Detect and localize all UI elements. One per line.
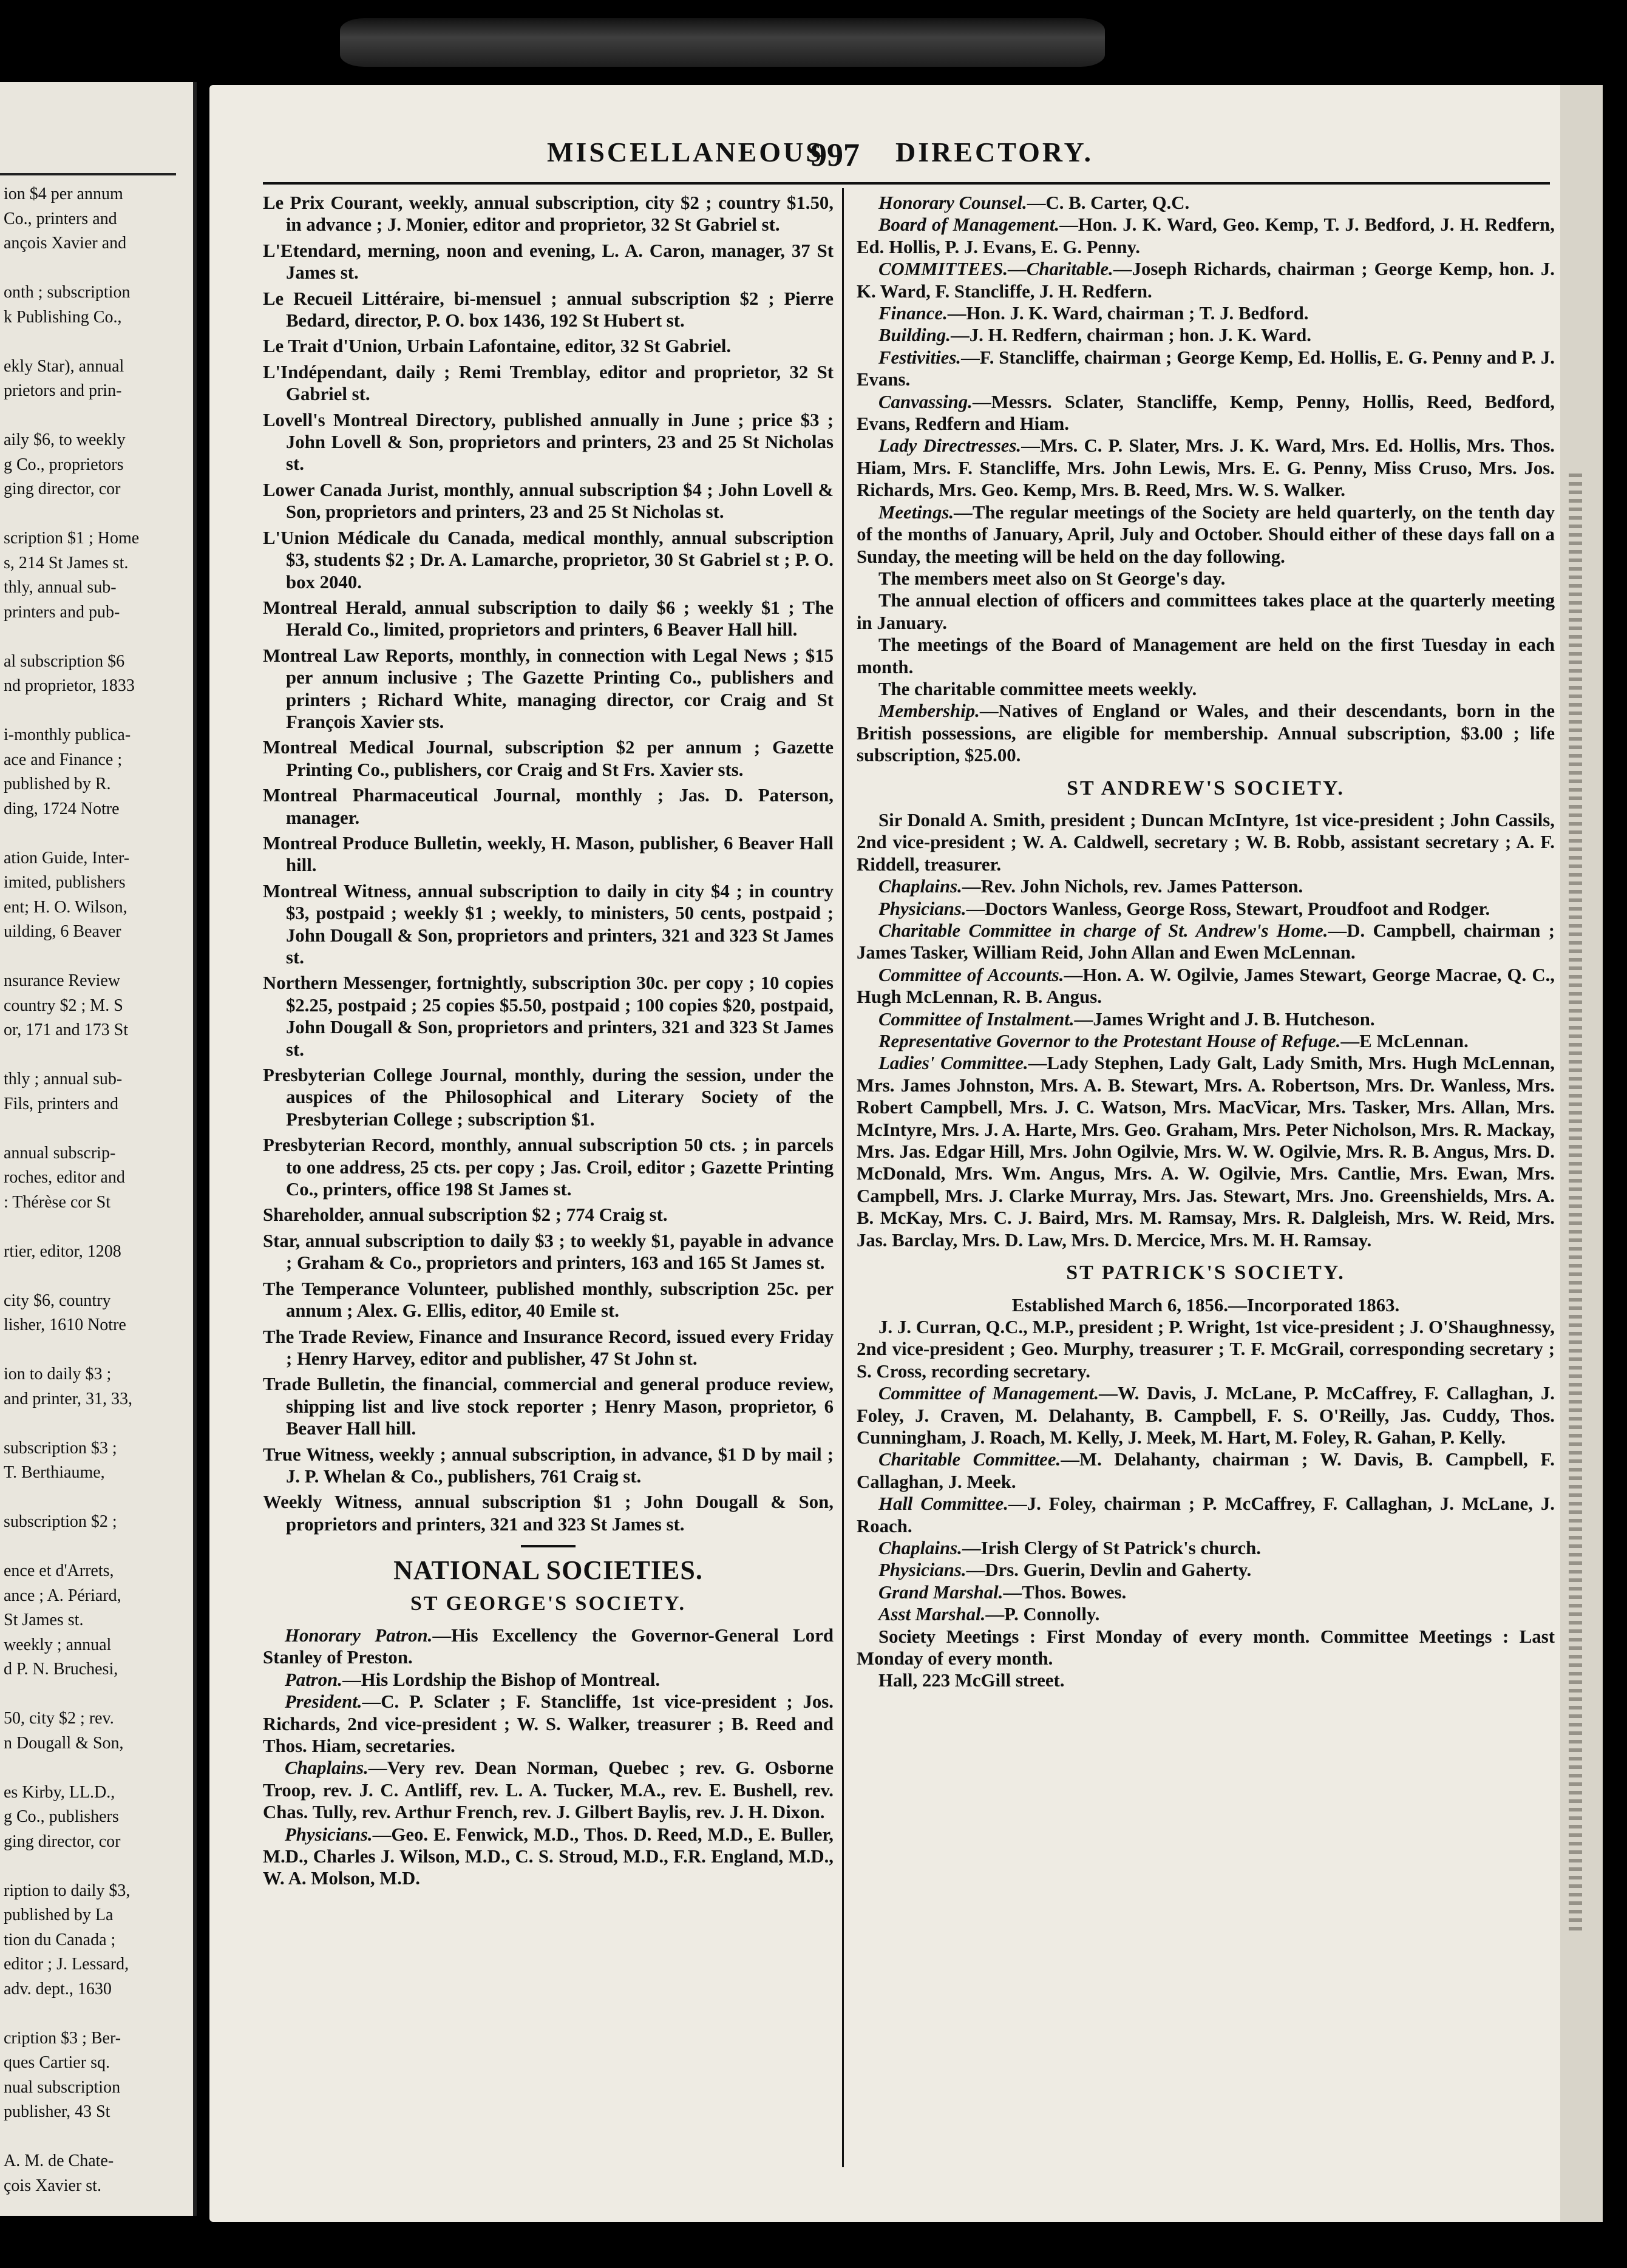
fragment-line: ence et d'Arrets, <box>4 1561 114 1580</box>
directory-entry: Montreal Medical Journal, subscription $2 per annum ; Gazette Printing Co., publishers, cor Craig and St Frs. Xavier sts. <box>263 737 834 780</box>
fragment-line: 50, city $2 ; rev. <box>4 1709 114 1728</box>
fragment-line: ance ; A. Périard, <box>4 1586 121 1605</box>
society-paragraph <box>857 964 1555 1008</box>
directory-entry: L'Indépendant, daily ; Remi Tremblay, editor and proprietor, 32 St Gabriel st. <box>263 361 834 405</box>
fragment-line: scription $1 ; Home <box>4 529 140 548</box>
directory-entry: Le Trait d'Union, Urbain Lafontaine, editor, 32 St Gabriel. <box>263 336 732 357</box>
paragraph-heading: Festivities. <box>878 347 961 368</box>
right-column <box>857 192 1555 1692</box>
fragment-line: T. Berthiaume, <box>4 1463 105 1482</box>
directory-entry: The Temperance Volunteer, published monthly, subscription 25c. per annum ; Alex. G. Ellis, editor, 40 Emile st. <box>263 1278 834 1322</box>
paragraph-heading: Charitable Committee. <box>878 1449 1061 1470</box>
fragment-line: annual subscrip- <box>4 1143 116 1163</box>
directory-entry: Presbyterian College Journal, monthly, during the session, under the auspices of the Philosophical and Literary Society of the Presbyterian College ; subscription $1. <box>263 1065 834 1130</box>
paragraph-text: The annual election of officers and committees takes place at the quarterly meeting in January. <box>857 590 1555 633</box>
fragment-line: nual subscription <box>4 2077 121 2097</box>
society-paragraph <box>857 435 1555 501</box>
column-divider <box>842 188 844 2167</box>
paragraph-heading: Honorary Patron. <box>285 1625 433 1646</box>
paragraph-heading: Honorary Counsel. <box>878 192 1027 213</box>
paragraph-text: —Lady Stephen, Lady Galt, Lady Smith, Mrs. Hugh McLennan, Mrs. James Johnston, Mrs. A. B. Stewart, Mrs. A. Robertson, Mrs. Dr. Wanless, Mrs. Robert Campbell, Mrs. J. C. Watson, Mrs. MacVicar, Mrs. Tasker, Mrs. Allan, Mrs. McIntyre, Mrs. J. A. Harte, Mrs. Geo. Graham, Mrs. Peter Nicholson, Mrs. R. Mackay, Mrs. Jas. Edgar Hill, Mrs. John Ogilvie, Mrs. W. W. Ogilvie, Mrs. R. B. Angus, Mrs. D. McDonald, Mrs. Wm. Angus, Mrs. A. W. Ogilvie, Mrs. Cantlie, Mrs. Ewan, Mrs. Campbell, Mrs. J. Clarke Murray, Mrs. Jas. Stewart, Mrs. Jno. Greenshields, Mrs. A. B. McKay, Mrs. C. J. Baird, Mrs. M. Ramsay, Mrs. R. Dalgleish, Mrs. W. Reid, Mrs. Jas. Barclay, Mrs. D. Law, Mrs. D. Mercice, Mrs. M. H. Ramsay. <box>857 1053 1555 1251</box>
society-paragraph <box>857 678 1555 700</box>
fragment-line: uilding, 6 Beaver <box>4 922 121 941</box>
fragment-line: ançois Xavier and <box>4 234 127 253</box>
fragment-line: onth ; subscription <box>4 283 131 302</box>
paragraph-text: —His Excellency the Governor-General Lord Stanley of Preston. <box>263 1625 834 1668</box>
paragraph-heading: Committee of Management. <box>878 1383 1099 1404</box>
fragment-line: thly, annual sub- <box>4 578 117 597</box>
fragment-line: k Publishing Co., <box>4 307 122 327</box>
paragraph-heading: President. <box>285 1691 362 1713</box>
paragraph-heading: Chaplains. <box>878 876 962 897</box>
paragraph-text: —Hon. J. K. Ward, Geo. Kemp, T. J. Bedford, J. H. Redfern, Ed. Hollis, P. J. Evans, E. G. Penny. <box>857 214 1555 257</box>
fragment-line: editor ; J. Lessard, <box>4 1955 129 1974</box>
society-paragraph <box>857 1382 1555 1448</box>
fragment-line: publisher, 43 St <box>4 2102 110 2121</box>
fragment-line: published by R. <box>4 775 111 793</box>
society-paragraph <box>857 1559 1555 1581</box>
paragraph-text: —Thos. Bowes. <box>1003 1581 1127 1603</box>
fragment-line: ques Cartier sq. <box>4 2053 110 2072</box>
fragment-line: ription to daily $3, <box>4 1881 131 1900</box>
society-paragraph <box>857 1030 1555 1052</box>
section-title: NATIONAL SOCIETIES. <box>393 1555 703 1586</box>
society-paragraph <box>263 1824 834 1890</box>
paragraph-text: —Very rev. Dean Norman, Quebec ; rev. G. Osborne Troop, rev. J. C. Antliff, rev. L. A. Tucker, M.A., rev. E. Bushell, rev. Chas. Tully, rev. Arthur French, rev. J. Gilbert Baylis, rev. J. H. Dixon. <box>263 1757 834 1823</box>
fragment-line: ace and Finance ; <box>4 750 123 769</box>
directory-entry: Montreal Law Reports, monthly, in connection with Legal News ; $15 per annum inclusive ; The Gazette Printing Co., publishers and printers ; Richard White, managing director, cor Craig and St François Xavier sts. <box>263 645 834 732</box>
fragment-line: ent; H. O. Wilson, <box>4 897 127 917</box>
page-number: 997 <box>810 137 860 173</box>
paragraph-text: —C. B. Carter, Q.C. <box>1027 192 1190 213</box>
paragraph-heading: Board of Management. <box>878 214 1060 236</box>
paragraph-text: Hall, 223 McGill street. <box>878 1670 1065 1691</box>
fragment-line: subscription $3 ; <box>4 1438 117 1458</box>
society-paragraph <box>857 258 1555 302</box>
directory-entry: Le Recueil Littéraire, bi-mensuel ; annual subscription $2 ; Pierre Bedard, director, P. O. box 1436, 192 St Hubert st. <box>263 288 834 331</box>
society-paragraph <box>857 1669 1555 1691</box>
directory-entry: Lovell's Montreal Directory, published annually in June ; price $3 ; John Lovell & Son, proprietors and printers, 23 and 25 St Nicholas st. <box>263 409 834 475</box>
society-paragraph <box>263 1625 834 1669</box>
adjacent-page-rule <box>0 173 176 175</box>
st-george-continued <box>857 192 1555 767</box>
fragment-line: g Co., proprietors <box>4 455 124 474</box>
publication-entries <box>263 192 834 1535</box>
paragraph-heading: Grand Marshal. <box>878 1581 1004 1603</box>
society-paragraph <box>857 1537 1555 1559</box>
directory-entry: Trade Bulletin, the financial, commercial and general produce review, shipping list and live stock reporter ; Henry Mason, proprietor, 6 Beaver Hall hill. <box>263 1374 834 1439</box>
society-paragraph <box>857 1008 1555 1030</box>
fragment-line: nsurance Review <box>4 971 121 990</box>
paragraph-text: —C. P. Sclater ; F. Stancliffe, 1st vice-president ; Jos. Richards, 2nd vice-president ; W. S. Walker, treasurer ; B. Reed and Thos. Hiam, secretaries. <box>263 1691 834 1756</box>
paragraph-heading: Physicians. <box>285 1824 373 1845</box>
society-paragraph <box>857 700 1555 766</box>
paragraph-text: The members meet also on St George's day. <box>878 568 1226 589</box>
fragment-line: Co., printers and <box>4 209 117 228</box>
paragraph-heading: Hall Committee. <box>878 1493 1008 1515</box>
society-paragraph <box>857 324 1555 346</box>
fragment-line: ation Guide, Inter- <box>4 848 130 867</box>
directory-entry: Montreal Pharmaceutical Journal, monthly ; Jas. D. Paterson, manager. <box>263 785 834 828</box>
paragraph-heading: Meetings. <box>878 501 954 523</box>
fragment-line: i-monthly publica- <box>4 725 131 744</box>
paragraph-text: —Hon. A. W. Ogilvie, James Stewart, George Macrae, Q. C., Hugh McLennan, R. B. Angus. <box>857 964 1555 1008</box>
directory-entry: Montreal Herald, annual subscription to daily $6 ; weekly $1 ; The Herald Co., limited, proprietors and printers, 6 Beaver Hall hill. <box>263 597 834 640</box>
paragraph-text: —Rev. John Nichols, rev. James Patterson. <box>962 876 1303 897</box>
paragraph-heading: Committee of Instalment. <box>878 1008 1075 1030</box>
directory-page <box>209 85 1588 2222</box>
fragment-line: and printer, 31, 33, <box>4 1389 132 1408</box>
society-paragraph <box>857 898 1555 920</box>
fragment-line: rtier, editor, 1208 <box>4 1241 121 1261</box>
society-paragraph <box>857 302 1555 324</box>
section-divider <box>521 1545 576 1547</box>
page-edge-strip <box>1560 85 1603 2222</box>
st-george-details <box>263 1625 834 1890</box>
society-paragraph <box>857 391 1555 435</box>
paragraph-text: —M. Delahanty, chairman ; W. Davis, B. Campbell, F. Callaghan, J. Meek. <box>857 1449 1555 1492</box>
fragment-line: : Thérèse cor St <box>4 1192 110 1212</box>
society-paragraph <box>857 920 1555 964</box>
directory-entry: Weekly Witness, annual subscription $1 ; John Dougall & Son, proprietors and printers, 321 and 323 St James st. <box>263 1492 834 1535</box>
fragment-line: weekly ; annual <box>4 1635 112 1654</box>
paragraph-text: —J. Foley, chairman ; P. McCaffrey, F. Callaghan, J. McLane, J. Roach. <box>857 1493 1555 1536</box>
fragment-line: n Dougall & Son, <box>4 1733 124 1753</box>
directory-entry: Lower Canada Jurist, monthly, annual subscription $4 ; John Lovell & Son, proprietors and printers, 23 and 25 St Nicholas st. <box>263 479 834 523</box>
st-andrew-details <box>857 809 1555 1251</box>
society-title-st-andrew: ST ANDREW'S SOCIETY. <box>1067 776 1345 800</box>
directory-entry: L'Union Médicale du Canada, medical monthly, annual subscription $3, students $2 ; Dr. A. Lamarche, proprietor, 30 St Gabriel st ; P. O. box 2040. <box>263 527 834 592</box>
fragment-line: ekly Star), annual <box>4 356 124 376</box>
paragraph-heading: Building. <box>878 325 951 346</box>
fragment-line: ding, 1724 Notre <box>4 799 120 818</box>
paragraph-text: —J. H. Redfern, chairman ; hon. J. K. Ward. <box>950 325 1311 346</box>
fragment-line: s, 214 St James st. <box>4 553 129 572</box>
paragraph-text: Sir Donald A. Smith, president ; Duncan McIntyre, 1st vice-president ; John Cassils, 2nd vice-president ; W. A. Caldwell, secretary ; W. B. Robb, assistant secretary ; A. F. Riddell, treasurer. <box>857 809 1555 875</box>
paragraph-text: —Natives of England or Wales, and their descendants, born in the British possessions, are eligible for membership. Annual subscription, $3.00 ; life subscription, $25.00. <box>857 701 1555 766</box>
paragraph-heading: Lady Directresses. <box>878 435 1022 457</box>
fragment-line: A. M. de Chate- <box>4 2151 114 2170</box>
paragraph-heading: Patron. <box>285 1669 342 1690</box>
society-paragraph <box>857 1626 1555 1670</box>
fragment-line: subscription $2 ; <box>4 1512 117 1531</box>
fragment-line: roches, editor and <box>4 1168 125 1187</box>
fragment-line: imited, publishers <box>4 873 126 892</box>
fragment-line: country $2 ; M. S <box>4 996 123 1015</box>
paragraph-heading: Canvassing. <box>878 391 973 412</box>
paragraph-text: J. J. Curran, Q.C., M.P., president ; P. Wright, 1st vice-president ; J. O'Shaughnessy, 2nd vice-president ; Geo. Murphy, treasurer ; T. F. McGrail, corresponding secretary ; S. Cross, recording secretary. <box>857 1316 1555 1382</box>
scan-smudge <box>340 18 1105 67</box>
fragment-line: cription $3 ; Ber- <box>4 2028 121 2048</box>
fragment-line: thly ; annual sub- <box>4 1070 123 1088</box>
paragraph-text: —Mrs. C. P. Slater, Mrs. J. K. Ward, Mrs. Ed. Hollis, Mrs. Thos. Hiam, Mrs. F. Stancliffe, Mrs. John Lewis, Mrs. E. G. Penny, Miss Cruso, Mrs. Jos. Richards, Mrs. Geo. Kemp, Mrs. B. Reed, Mrs. W. S. Walker. <box>857 435 1555 501</box>
paragraph-heading: Asst Marshal. <box>878 1604 986 1625</box>
paragraph-heading: Membership. <box>878 701 980 722</box>
society-paragraph <box>857 1603 1555 1625</box>
society-paragraph <box>857 347 1555 391</box>
header-right-word: DIRECTORY. <box>895 137 1093 168</box>
paragraph-heading: Representative Governor to the Protestant House of Refuge. <box>878 1031 1341 1052</box>
header-left-word: MISCELLANEOUS <box>547 137 824 168</box>
fragment-line: al subscription $6 <box>4 651 125 671</box>
society-paragraph <box>857 875 1555 897</box>
fragment-line: ion $4 per annum <box>4 185 123 203</box>
fragment-line: lisher, 1610 Notre <box>4 1316 126 1334</box>
paragraph-heading: COMMITTEES.—Charitable. <box>878 259 1113 280</box>
paragraph-heading: Physicians. <box>878 1560 966 1581</box>
directory-entry: Montreal Witness, annual subscription to daily in city $4 ; in country $3, postpaid ; weekly $1 ; weekly, to ministers, 50 cents, postpaid ; John Dougall & Son, proprietors and printers, 321 and 323 St James st. <box>263 880 834 968</box>
paragraph-text: —P. Connolly. <box>985 1604 1100 1625</box>
society-paragraph <box>857 1448 1555 1493</box>
paragraph-heading: Chaplains. <box>878 1537 962 1558</box>
paragraph-heading: Charitable Committee in charge of St. Andrew's Home. <box>878 920 1328 941</box>
society-paragraph <box>857 568 1555 589</box>
st-patrick-details <box>857 1316 1555 1692</box>
paragraph-heading: Committee of Accounts. <box>878 964 1064 985</box>
header-rule <box>263 182 1550 185</box>
paragraph-heading: Chaplains. <box>285 1757 369 1779</box>
paragraph-text: —Messrs. Sclater, Stancliffe, Kemp, Penny, Hollis, Reed, Bedford, Evans, Redfern and Hiam. <box>857 391 1555 435</box>
paragraph-text: —Geo. E. Fenwick, M.D., Thos. D. Reed, M.D., E. Buller, M.D., Charles J. Wilson, M.D., C. S. Stroud, M.D., F.R. England, M.D., W. A. Molson, M.D. <box>263 1824 834 1889</box>
paragraph-text: —F. Stancliffe, chairman ; George Kemp, Ed. Hollis, E. G. Penny and P. J. Evans. <box>857 347 1555 390</box>
fragment-line: published by La <box>4 1906 114 1924</box>
left-column <box>263 192 834 1890</box>
fragment-line: prietors and prin- <box>4 381 122 400</box>
fragment-line: g Co., publishers <box>4 1807 119 1826</box>
paragraph-text: —W. Davis, J. McLane, P. McCaffrey, F. Callaghan, J. Foley, J. Craven, M. Delahanty, B. Campbell, F. S. O'Reilly, Jas. Cuddy, Thos. Cunningham, J. Roach, M. Kelly, J. Meek, M. Hart, M. Foley, R. Gahan, P. Kelly. <box>857 1383 1555 1448</box>
directory-entry: True Witness, weekly ; annual subscription, in advance, $1 D by mail ; J. P. Whelan & Co., publishers, 761 Craig st. <box>263 1444 834 1487</box>
fragment-line: tion du Canada ; <box>4 1930 116 1949</box>
directory-entry: Star, annual subscription to daily $3 ; to weekly $1, payable in advance ; Graham & Co., proprietors and printers, 163 and 165 St James st. <box>263 1230 834 1274</box>
fragment-line: Fils, printers and <box>4 1094 118 1113</box>
fragment-line: ging director, cor <box>4 1832 121 1851</box>
paragraph-text: —Hon. J. K. Ward, chairman ; T. J. Bedford. <box>947 303 1309 324</box>
directory-entry: Northern Messenger, fortnightly, subscription 30c. per copy ; 10 copies $2.25, postpaid ; 25 copies $5.50, postpaid ; 100 copies $20, postpaid, John Dougall & Son, proprietors and printers, 321 and 323 St James st. <box>263 973 834 1060</box>
fragment-line: d P. N. Bruchesi, <box>4 1660 118 1679</box>
directory-entry: Montreal Produce Bulletin, weekly, H. Mason, publisher, 6 Beaver Hall hill. <box>263 832 834 876</box>
adjacent-page-fragment <box>0 82 197 2216</box>
directory-entry: The Trade Review, Finance and Insurance Record, issued every Friday ; Henry Harvey, editor and publisher, 47 St John st. <box>263 1326 834 1369</box>
paragraph-text: —His Lordship the Bishop of Montreal. <box>342 1669 661 1690</box>
paragraph-text: —James Wright and J. B. Hutcheson. <box>1074 1008 1375 1030</box>
paragraph-text: —Irish Clergy of St Patrick's church. <box>962 1537 1261 1558</box>
society-paragraph <box>857 1581 1555 1603</box>
fragment-line: or, 171 and 173 St <box>4 1020 128 1039</box>
paragraph-heading: Physicians. <box>878 898 966 919</box>
fragment-line: city $6, country <box>4 1291 111 1310</box>
paragraph-text: —The regular meetings of the Society are held quarterly, on the tenth day of the months of January, April, July and October. Should either of these days fall on a Sunday, the meeting will be held on the day following. <box>857 501 1555 567</box>
fragment-line: ion to daily $3 ; <box>4 1365 112 1384</box>
paragraph-heading: Ladies' Committee. <box>878 1053 1028 1074</box>
fragment-line: ging director, cor <box>4 480 121 498</box>
paragraph-text: —Doctors Wanless, George Ross, Stewart, Proudfoot and Rodger. <box>966 898 1490 919</box>
directory-entry: Le Prix Courant, weekly, annual subscription, city $2 ; country $1.50, in advance ; J. Monier, editor and proprietor, 32 St Gabriel st. <box>263 192 834 236</box>
society-paragraph <box>263 1669 834 1691</box>
paragraph-text: The charitable committee meets weekly. <box>878 678 1197 699</box>
society-paragraph <box>857 589 1555 634</box>
society-paragraph <box>857 634 1555 678</box>
paragraph-heading: Finance. <box>878 303 948 324</box>
paragraph-text: Society Meetings : First Monday of every month. Committee Meetings : Last Monday of every month. <box>857 1626 1555 1669</box>
paragraph-text: —D. Campbell, chairman ; James Tasker, William Reid, John Allan and Ewen McLennan. <box>857 920 1555 963</box>
running-header <box>209 136 1588 178</box>
society-paragraph <box>857 809 1555 875</box>
society-paragraph <box>857 214 1555 258</box>
directory-entry: L'Etendard, merning, noon and evening, L. A. Caron, manager, 37 St James st. <box>263 240 834 284</box>
society-paragraph <box>857 1052 1555 1251</box>
society-paragraph <box>857 501 1555 568</box>
society-paragraph <box>857 1316 1555 1382</box>
paragraph-text: The meetings of the Board of Management are held on the first Tuesday in each month. <box>857 634 1555 677</box>
society-paragraph <box>857 192 1555 214</box>
directory-entry: Shareholder, annual subscription $2 ; 774 Craig st. <box>263 1204 668 1226</box>
fragment-line: St James st. <box>4 1611 84 1629</box>
directory-entry: Presbyterian Record, monthly, annual subscription 50 cts. ; in parcels to one address, 25 cts. per copy ; Jas. Croil, editor ; Gazette Printing Co., printers, office 198 St James st. <box>263 1135 834 1200</box>
paragraph-text: —Joseph Richards, chairman ; George Kemp, hon. J. K. Ward, F. Stancliffe, J. H. Redfern. <box>857 259 1555 302</box>
fragment-line: nd proprietor, 1833 <box>4 676 135 695</box>
fragment-line: çois Xavier st. <box>4 2176 101 2195</box>
society-paragraph <box>263 1691 834 1757</box>
fragment-line: adv. dept., 1630 <box>4 1979 112 1998</box>
fragment-line: printers and pub- <box>4 602 120 622</box>
st-patrick-established: Established March 6, 1856.—Incorporated 1863. <box>1011 1294 1400 1316</box>
paragraph-text: —Drs. Guerin, Devlin and Gaherty. <box>966 1560 1252 1581</box>
society-title-st-patrick: ST PATRICK'S SOCIETY. <box>1066 1261 1345 1285</box>
society-paragraph <box>857 1493 1555 1537</box>
fragment-line: es Kirby, LL.D., <box>4 1782 115 1802</box>
fragment-line: aily $6, to weekly <box>4 430 126 449</box>
society-title-st-george: ST GEORGE'S SOCIETY. <box>410 1592 686 1615</box>
society-paragraph <box>263 1757 834 1823</box>
paragraph-text: —E McLennan. <box>1340 1031 1469 1052</box>
